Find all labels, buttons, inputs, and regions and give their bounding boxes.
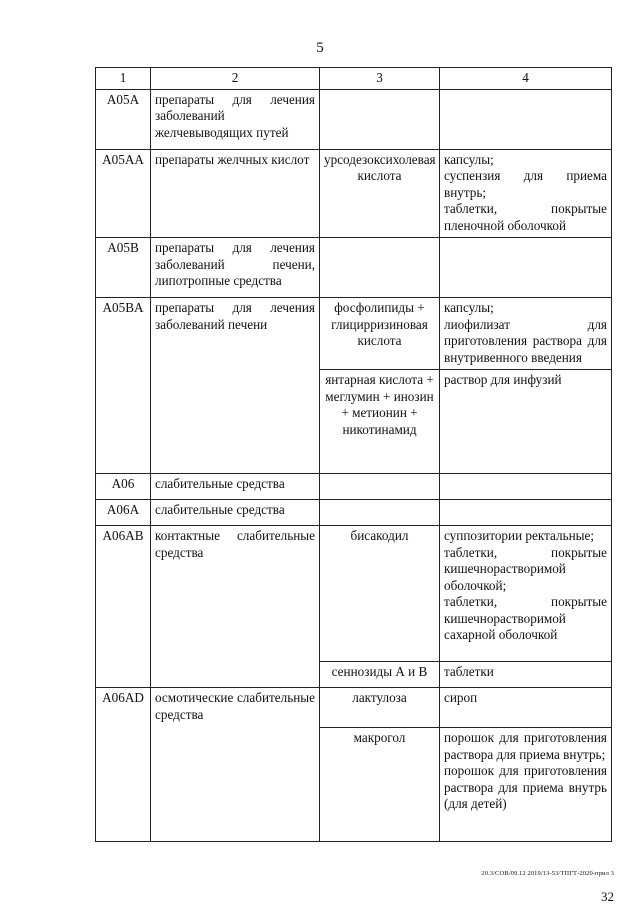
inn-cell — [320, 89, 440, 149]
dosage-form-cell — [440, 370, 612, 474]
inn-cell: янтарная кислота + меглумин + инозин + метионин + никотинамид — [320, 370, 440, 474]
group-name-cell: препараты для лечения заболеваний печени, липотропные средства — [151, 238, 320, 298]
dosage-form-cell — [440, 298, 612, 370]
group-name-cell: слабительные средства — [151, 500, 320, 526]
dosage-form: таблетки, покрытые кишечнорастворимой оболочкой; — [444, 544, 607, 593]
atc-code-cell: A05B — [96, 238, 151, 298]
group-name-cell: слабительные средства — [151, 474, 320, 500]
inn-cell: бисакодил — [320, 526, 440, 662]
group-name-cell: контактные слабительные средства — [151, 526, 320, 688]
inn-cell — [320, 500, 440, 526]
group-name-cell: препараты для лечения заболеваний желчевыводящих путей — [151, 89, 320, 149]
group-name-cell: осмотические слабительные средства — [151, 688, 320, 842]
atc-code-cell: A06 — [96, 474, 151, 500]
dosage-form-cell — [440, 89, 612, 149]
atc-code-cell: A06AB — [96, 526, 151, 688]
inn-cell: урсодезоксихолевая кислота — [320, 149, 440, 238]
table-row — [96, 526, 612, 662]
table-header-row — [96, 68, 612, 90]
dosage-form: сироп — [444, 690, 478, 705]
atc-code-cell: A06A — [96, 500, 151, 526]
inn-cell: фосфолипиды + глицирризиновая кислота — [320, 298, 440, 370]
table-row — [96, 298, 612, 370]
document-footer-code: 20.3/СОВ/09.12 2019/13-53/ТПГТ-2020-прил 3 — [481, 870, 614, 877]
table-row — [96, 238, 612, 298]
dosage-form: капсулы; — [444, 151, 494, 167]
column-header: 2 — [151, 68, 320, 90]
corner-page-number: 32 — [601, 889, 614, 904]
dosage-form: порошок для приготовления раствора для приема внутрь; — [444, 730, 607, 762]
dosage-form-cell — [440, 662, 612, 688]
medication-table — [95, 67, 612, 842]
dosage-form-cell — [440, 688, 612, 728]
page-number: 5 — [316, 40, 324, 56]
group-name-cell: препараты для лечения заболеваний печени — [151, 298, 320, 474]
column-header: 4 — [440, 68, 612, 90]
dosage-form: таблетки — [444, 664, 494, 679]
dosage-form: суспензия для приема внутрь; — [444, 168, 607, 200]
table-row — [96, 688, 612, 728]
inn-cell: макрогол — [320, 728, 440, 842]
dosage-form-cell — [440, 500, 612, 526]
table-row — [96, 149, 612, 238]
atc-code-cell: A05A — [96, 89, 151, 149]
column-header: 1 — [96, 68, 151, 90]
group-name-cell: препараты желчных кислот — [151, 149, 320, 238]
table-row — [96, 474, 612, 500]
dosage-form-cell — [440, 149, 612, 238]
atc-code-cell: A05BA — [96, 298, 151, 474]
inn-cell — [320, 474, 440, 500]
inn-cell — [320, 238, 440, 298]
dosage-form: лиофилизат для приготовления раствора для внутривенного введения — [444, 316, 607, 365]
dosage-form-cell — [440, 728, 612, 842]
dosage-form: таблетки, покрытые кишечнорастворимой сахарной оболочкой — [444, 594, 607, 642]
dosage-form-cell — [440, 238, 612, 298]
dosage-form: раствор для инфузий — [444, 372, 562, 387]
inn-cell: сеннозиды А и В — [320, 662, 440, 688]
atc-code-cell: A06AD — [96, 688, 151, 842]
dosage-form-cell — [440, 474, 612, 500]
dosage-form: таблетки, покрытые пленочной оболочкой — [444, 201, 607, 233]
table-row — [96, 500, 612, 526]
dosage-form: капсулы; — [444, 300, 494, 315]
column-header: 3 — [320, 68, 440, 90]
atc-code-cell: A05AA — [96, 149, 151, 238]
table-row — [96, 89, 612, 149]
dosage-form-cell — [440, 526, 612, 662]
inn-cell: лактулоза — [320, 688, 440, 728]
dosage-form: суппозитории ректальные; — [444, 528, 595, 543]
dosage-form: порошок для приготовления раствора для приема внутрь (для детей) — [444, 763, 607, 811]
